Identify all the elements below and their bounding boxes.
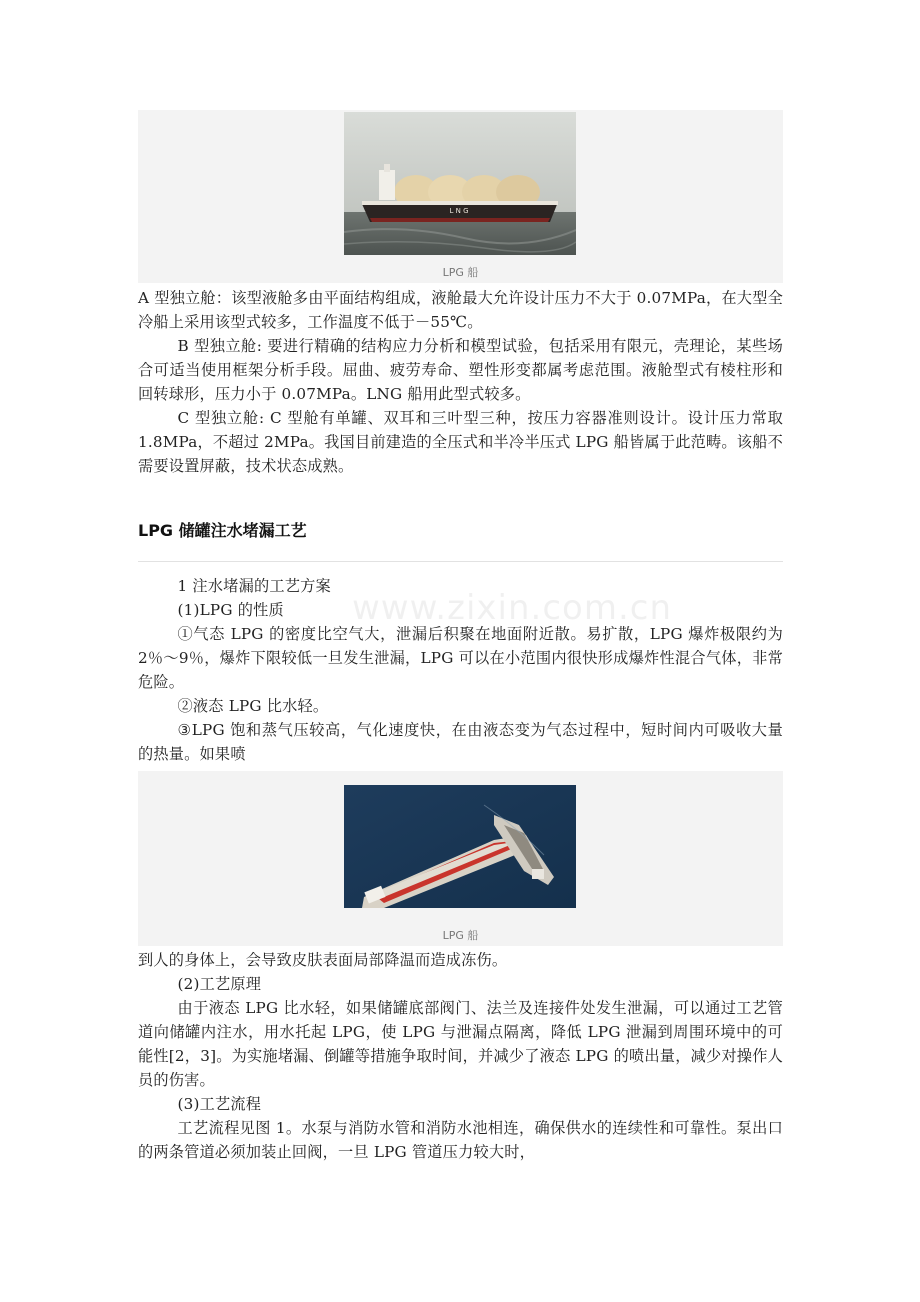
paragraph-frostbite: 到人的身体上，会导致皮肤表面局部降温而造成冻伤。 <box>138 951 508 969</box>
principle-section <box>138 948 783 1164</box>
paragraph-type-a: A 型独立舱：该型液舱多由平面结构组成，液舱最大允许设计压力不大于 0.07MPa，在大型全冷船上采用该型式较多，工作温度不低于－55℃。 <box>138 289 783 331</box>
figure-lng-ship <box>138 110 783 283</box>
paragraph-principle: 由于液态 LPG 比水轻，如果储罐底部阀门、法兰及连接件处发生泄漏，可以通过工艺管道向储罐内注水，用水托起 LPG，使 LPG 与泄漏点隔离，降低 LPG 泄漏到周围环境中的可能性[2，3]。为实施堵漏、倒罐等措施争取时间，并减少了液态 LPG 的喷出量，减少对操作人员的伤害。 <box>138 999 783 1089</box>
section-heading: LPG 储罐注水堵漏工艺 <box>138 521 307 540</box>
figure-lpg-ship <box>138 771 783 946</box>
process-section <box>138 574 783 766</box>
subheading-principle: (2)工艺原理 <box>177 975 262 993</box>
paragraph-gaseous-lpg: ①气态 LPG 的密度比空气大，泄漏后积聚在地面附近散。易扩散，LPG 爆炸极限约为 2％～9％，爆炸下限较低一旦发生泄漏，LPG 可以在小范围内很快形成爆炸性混合气体，非常危险。 <box>138 625 783 691</box>
ship-hull-marks: L N G <box>449 207 469 215</box>
paragraph-type-b: B 型独立舱: 要进行精确的结构应力分析和模型试验，包括采用有限元，壳理论，某些场合可适当使用框架分析手段。屈曲、疲劳寿命、塑性形变都属考虑范围。液舱型式有棱柱形和回转球形，压力小于 0.07MPa。LNG 船用此型式较多。 <box>138 337 783 403</box>
heading-divider <box>138 561 783 562</box>
subheading-lpg-properties: (1)LPG 的性质 <box>177 601 284 619</box>
watermark: www.zixin.com.cn <box>352 588 672 628</box>
tank-types-section <box>138 286 783 478</box>
paragraph-liquid-lpg: ②液态 LPG 比水轻。 <box>177 697 329 715</box>
figure-caption: LPG 船 <box>442 929 479 942</box>
figure-caption: LPG 船 <box>442 266 479 279</box>
paragraph-type-c: C 型独立舱: C 型舱有单罐、双耳和三叶型三种，按压力容器准则设计。设计压力常取 1.8MPa，不超过 2MPa。我国目前建造的全压式和半冷半压式 LPG 船皆属于此范畴。该船不需要设置屏蔽，技术状态成熟。 <box>138 409 783 475</box>
paragraph-flow: 工艺流程见图 1。水泵与消防水管和消防水池相连，确保供水的连续性和可靠性。泵出口的两条管道必须加装止回阀，一旦 LPG 管道压力较大时， <box>138 1119 783 1161</box>
paragraph-vapor-pressure: ③LPG 饱和蒸气压较高，气化速度快，在由液态变为气态过程中，短时间内可吸收大量的热量。如果喷 <box>138 721 783 763</box>
lng-ship-photo <box>344 112 576 255</box>
subheading-process-plan: 1 注水堵漏的工艺方案 <box>177 577 331 595</box>
lpg-ship-aerial-photo <box>344 785 576 908</box>
subheading-flow: (3)工艺流程 <box>177 1095 262 1113</box>
